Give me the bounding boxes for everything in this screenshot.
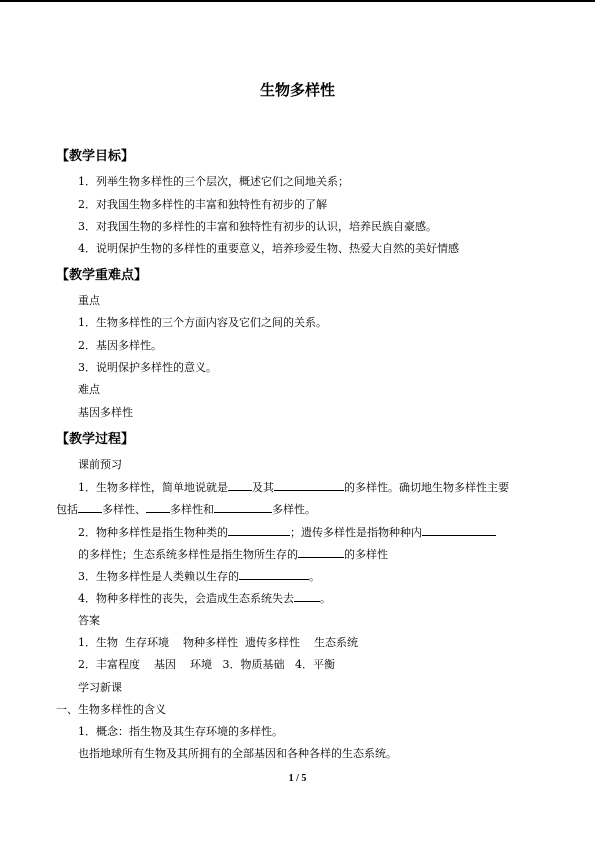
objective-item-2: 2．对我国生物多样性的丰富和独特性有初步的了解	[78, 198, 327, 211]
difficulty-label: 难点	[78, 383, 100, 396]
question-2-line-2: 的多样性；生态系统多样性是指生物所生存的 的多样性	[78, 548, 388, 561]
fill-blank	[294, 591, 320, 602]
difficulty-item: 基因多样性	[78, 406, 133, 419]
fill-blank	[239, 569, 309, 580]
fill-blank	[214, 502, 272, 513]
page-title: 生物多样性	[259, 81, 335, 99]
objective-item-1: 1．列举生物多样性的三个层次，概述它们之间地关系；	[78, 175, 349, 188]
fill-blank	[274, 480, 344, 491]
answer-label: 答案	[78, 614, 100, 627]
question-1-line-2: 包括 多样性、 多样性和 多样性。	[56, 503, 316, 516]
section-heading-process: 【教学过程】	[56, 432, 135, 447]
fill-blank	[422, 525, 496, 536]
focus-item-3: 3．说明保护多样性的意义。	[78, 361, 217, 374]
concept-extra-line: 也指地球所有生物及其所拥有的全部基因和各种各样的生态系统。	[78, 747, 397, 760]
answer-line-1: 1．生物 生存环境 物种多样性 遗传多样性 生态系统	[78, 636, 358, 649]
question-2-line-1: 2．物种多样性是指生物种类的 ；遗传多样性是指物种种内	[78, 525, 496, 540]
objective-item-3: 3．对我国生物的多样性的丰富和独特性有初步的认识，培养民族自豪感。	[78, 220, 437, 233]
section-heading-key-points: 【教学重难点】	[56, 268, 148, 283]
fill-blank	[228, 525, 290, 536]
question-4: 4．物种多样性的丧失，会造成生态系统失去 。	[78, 592, 331, 605]
fill-blank	[146, 502, 170, 513]
section-heading-objectives: 【教学目标】	[56, 149, 135, 164]
preview-label: 课前预习	[78, 458, 122, 471]
answer-line-2: 2．丰富程度 基因 环境 3．物质基础 4．平衡	[78, 658, 335, 671]
new-lesson-label: 学习新课	[78, 681, 122, 694]
objective-item-4: 4．说明保护生物的多样性的重要意义，培养珍爱生物、热爱大自然的美好情感	[78, 242, 459, 255]
question-3: 3．生物多样性是人类赖以生存的 。	[78, 570, 320, 583]
fill-blank	[228, 480, 252, 491]
focus-item-2: 2．基因多样性。	[78, 339, 162, 352]
focus-item-1: 1．生物多样性的三个方面内容及它们之间的关系。	[78, 316, 327, 329]
question-1-line-1: 1．生物多样性，简单地说就是 及其 的多样性。确切地生物多样性主要	[78, 481, 509, 494]
page-number: 1 / 5	[288, 773, 307, 784]
top-border	[0, 0, 595, 2]
fill-blank	[298, 547, 344, 558]
focus-label: 重点	[78, 294, 100, 307]
fill-blank	[78, 502, 102, 513]
part-1-heading: 一、生物多样性的含义	[56, 703, 166, 716]
concept-line: 1．概念：指生物及其生存环境的多样性。	[78, 725, 283, 738]
